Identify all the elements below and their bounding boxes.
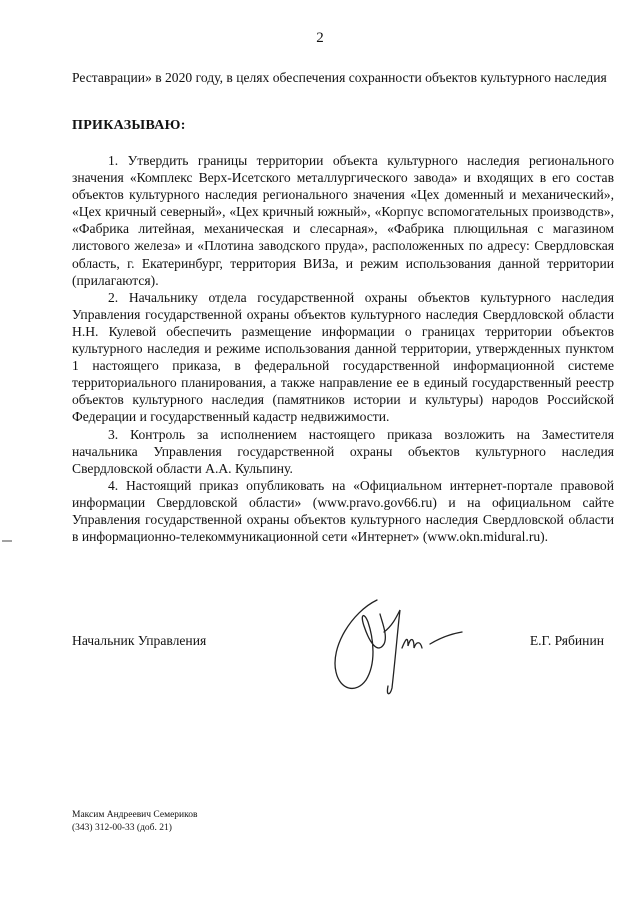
paragraph-2: 2. Начальнику отдела государственной охраны объектов культурного наследия Управления государственной охраны объектов культурного наследия Свердловской области Н.Н. Кулевой обеспечить размещение информации о границах территории объектов культурного наследия и режиме использования данной территории, утвержденных пунктом 1 настоящего приказа, в федеральной государственной информационной системе территориального планирования, а также направление ее в единый государственный реестр объектов культурного наследия (памятников истории и культуры) народов Российской Федерации и государственный кадастр недвижимости. [72,289,614,425]
paragraph-1: 1. Утвердить границы территории объекта культурного наследия регионального значения «Комплекс Верх-Исетского металлургического завода» и входящих в его состав объектов культурного наследия регионального значения «Цех доменный и механический», «Цех кричный северный», «Цех кричный южный», «Корпус вспомогательных производств», «Фабрика литейная, механическая и слесарная», «Фабрика плющильная с магазином листового железа» и «Плотина заводского пруда», расположенных по адресу: Свердловская область, г. Екатеринбург, территория ВИЗа, и режим использования данной территории (прилагаются). [72,153,614,288]
signatory-name: Е.Г. Рябинин [529,633,604,648]
executor-footer [72,809,198,835]
order-heading: ПРИКАЗЫВАЮ: [72,118,186,133]
intro-text: Реставрации» в 2020 году, в целях обеспечения сохранности объектов культурного наследия [72,70,607,85]
handwritten-signature [322,592,472,704]
margin-mark [1,538,13,544]
paragraph-4: 4. Настоящий приказ опубликовать на «Официальном интернет-портале правовой информации Свердловской области» (www.pravo.gov66.ru) и на официальном сайте Управления государственной охраны объектов культурного наследия Свердловской области в информационно-телекоммуникационной сети «Интернет» (www.okn.midural.ru). [72,477,614,545]
signatory-title: Начальник Управления [72,633,207,648]
paragraph-3: 3. Контроль за исполнением настоящего приказа возложить на Заместителя начальника Управления государственной охраны объектов культурного наследия Свердловской области А.А. Кульпину. [72,426,614,476]
executor-name: Максим Андреевич Семериков [72,810,198,820]
order-body [72,152,614,545]
executor-phone: (343) 312-00-33 (доб. 21) [72,823,172,833]
page-number: 2 [316,30,324,46]
